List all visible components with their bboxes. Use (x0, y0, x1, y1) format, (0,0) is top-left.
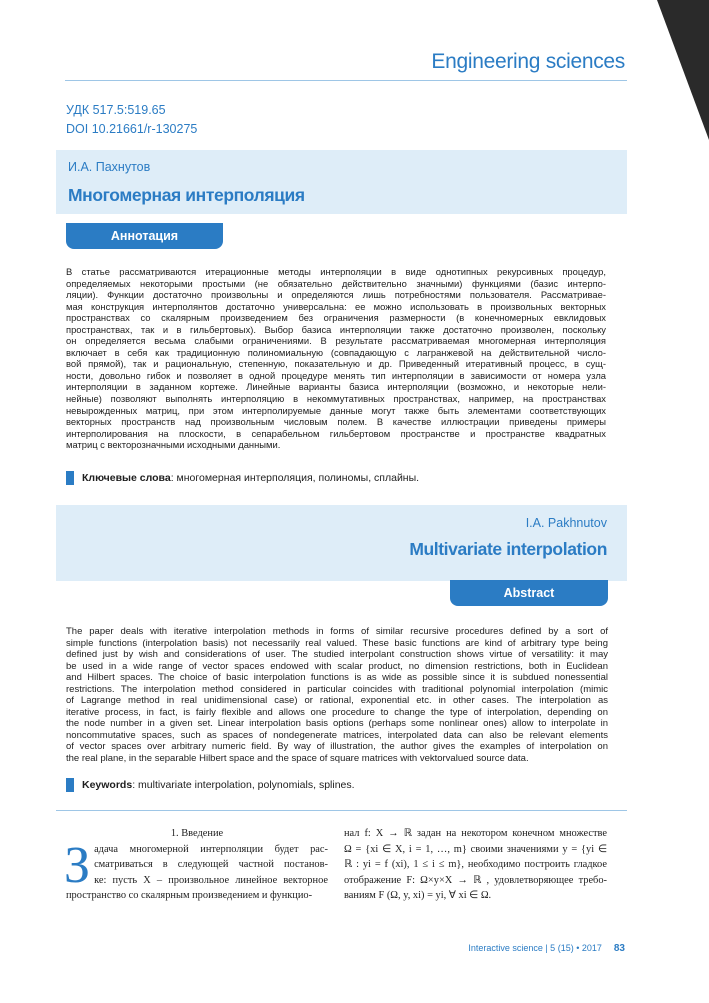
en-abstract-line: of vector spaces over arbitrary numeric field. By way of illustration, the author gives the examples of interpolation on (66, 741, 608, 753)
section-divider (65, 80, 627, 81)
udc-code: УДК 517.5:519.65 (66, 103, 166, 117)
ru-abstract-line: определяемых некоторыми простыми (не обязательно действительно значными) функциями (базис интерпо- (66, 277, 606, 289)
ru-abstract-line: включает в себя как традиционную полиномиальную (совпадающую с лагранжевой на действительной число- (66, 346, 606, 358)
ru-abstract-line: пространствах, так и в гильбертовых). Выбор базиса интерполяции также достаточно произволен, поскольку (66, 323, 606, 335)
ru-abstract-line: пространствах со скалярным произведением без ограничения размерности (в конечномерных евклидовых (66, 312, 606, 324)
en-author: I.A. Pakhnutov (525, 516, 607, 530)
ru-abstract-line: невырожденных матриц, при этом интерполируемые данные могут также быть элементами соответствующих (66, 404, 606, 416)
ru-keywords-text: : многомерная интерполяция, полиномы, сплайны. (170, 471, 420, 484)
intro-heading: 1. Введение (170, 828, 224, 839)
body-left-line: пространство со скалярным произведением и функцио- (66, 890, 313, 902)
keywords-marker (66, 471, 74, 485)
en-abstract-label: Abstract (450, 580, 608, 606)
doi-link[interactable]: DOI 10.21661/r-130275 (66, 122, 198, 136)
ru-abstract-line: интерполяции в заданном кортеже. Линейные варианты базиса интерполяции (возможно, и некоторые нели- (66, 381, 606, 393)
en-abstract-line: restrictions. The interpolation method considered in particular coincides with traditional polynomial interpolation (mimic (66, 683, 608, 695)
page-footer (468, 943, 625, 954)
ru-abstract-line: ляции). Функции достаточно произвольны и определяются лишь потребностями пользователя. Рассматривае- (66, 289, 606, 301)
en-abstract (66, 626, 608, 765)
en-abstract-line: defined just by wish and considerations of user. The studied interpolant construction shows virtue of versatility: it may (66, 649, 608, 661)
body-left-line: адача многомерной интерполяции будет рас- (94, 843, 328, 855)
ru-abstract-label: Аннотация (66, 223, 223, 249)
ru-abstract-line: он определяется весьма слабыми ограничениями. В результате рассматриваемая многомерная интерполяция (66, 335, 606, 347)
en-abstract-line: noncommutative spaces, such as spaces of nondegenerate matrices, interpolated data can also be relevant elements (66, 729, 608, 741)
ru-abstract-line: вой прямой), так и рациональную, степенную, показательную и др. Приведенный итеративный процесс, в сущ- (66, 358, 606, 370)
body-right-line: Ω = {xi ∈ X, i = 1, …, m} своими значениями y = {yi ∈ (344, 843, 607, 855)
body-left-line: ке: пусть X – произвольное линейное векторное (94, 874, 328, 886)
body-right-line: нал f: X → ℝ задан на некотором конечном множестве (344, 828, 607, 839)
en-abstract-line: and Hilbert spaces. The choice of basic interpolation functions is as wide as possible since it is subdued nonessential (66, 672, 608, 684)
en-abstract-line: of Lagrange method in real unidimensional case) or rational, exponential etc. in other cases. The interpolation as (66, 695, 608, 707)
en-abstract-line: the node number in a given set. Linear interpolation basis options (perhaps some nonlinear ones) allow to interpolate in (66, 718, 608, 730)
en-abstract-line: The paper deals with iterative interpolation methods in forms of similar recursive procedures defined by a sort of (66, 626, 608, 637)
journal-issue: Interactive science | 5 (15) • 2017 (468, 943, 602, 953)
body-divider (56, 810, 627, 811)
body-right-line: ваниям F (Ω, y, xi) = yi, ∀ xi ∈ Ω. (344, 890, 492, 902)
article-identifiers (66, 101, 197, 139)
corner-decoration (657, 0, 709, 140)
body-right-line: отображение F: Ω×y×X → ℝ , удовлетворяющее требо- (344, 874, 607, 886)
en-abstract-line: iterative process, in fact, is fairly flexible and allows one procedure to change the type of interpolation, depending on (66, 706, 608, 718)
en-article-title: Multivariate interpolation (409, 539, 607, 559)
ru-abstract (66, 266, 606, 451)
body-right-column (344, 826, 607, 904)
body-left-line: сматриваться в следующей частной постанов- (94, 859, 328, 871)
en-abstract-line: be used in a wide range of vector spaces endowed with scalar product, no dimension restrictions, both in Euclidean (66, 660, 608, 672)
section-title: Engineering sciences (431, 50, 625, 73)
ru-keywords (66, 471, 419, 485)
dropcap: З (64, 836, 91, 894)
body-left-text (64, 836, 328, 904)
page-number: 83 (613, 943, 625, 954)
ru-author: И.А. Пахнутов (68, 160, 151, 174)
ru-keywords-label: Ключевые слова (82, 471, 171, 484)
ru-article-title: Многомерная интерполяция (68, 185, 305, 205)
ru-abstract-line: интерполирования на плоскости, в сепарабельном гильбертовом пространстве и пространстве квадратных (66, 427, 606, 439)
en-keywords-text: : multivariate interpolation, polynomials, splines. (132, 778, 355, 791)
ru-abstract-line: матриц с векторозначными исходными данными. (66, 439, 281, 451)
en-keywords (66, 778, 355, 792)
ru-abstract-line: нейные) позволяют выполнять интерполяцию в некоммутативных пространствах, например, на пространствах (66, 393, 606, 405)
ru-abstract-line: В статье рассматриваются итерационные методы интерполяции в виде однотипных рекурсивных процедур, (66, 266, 606, 277)
en-keywords-label: Keywords (82, 778, 133, 791)
body-right-text (344, 826, 607, 904)
ru-abstract-line: ности, довольно гибок и позволяет в одной процедуре менять тип интерполяции в зависимости от номера узла (66, 369, 606, 381)
en-abstract-line: simple functions (interpolation basis) not necessarily real valued. These basic functions are kind of arbitrary type being (66, 637, 608, 649)
body-right-line: ℝ : yi = f (xi), 1 ≤ i ≤ m}, необходимо построить гладкое (344, 859, 607, 871)
en-abstract-line: the real plane, in the separable Hilbert space and the space of square matrices with vektorvalued source data. (66, 753, 529, 765)
ru-abstract-line: мая конструкция интерполянтов достаточно универсальна: ее можно использовать в произвольных векторных (66, 300, 606, 312)
ru-abstract-line: векторных пространств над произвольным числовым полем. В качестве иллюстрации приведены примеры (66, 416, 606, 428)
keywords-marker (66, 778, 74, 792)
body-left-column (66, 826, 328, 904)
